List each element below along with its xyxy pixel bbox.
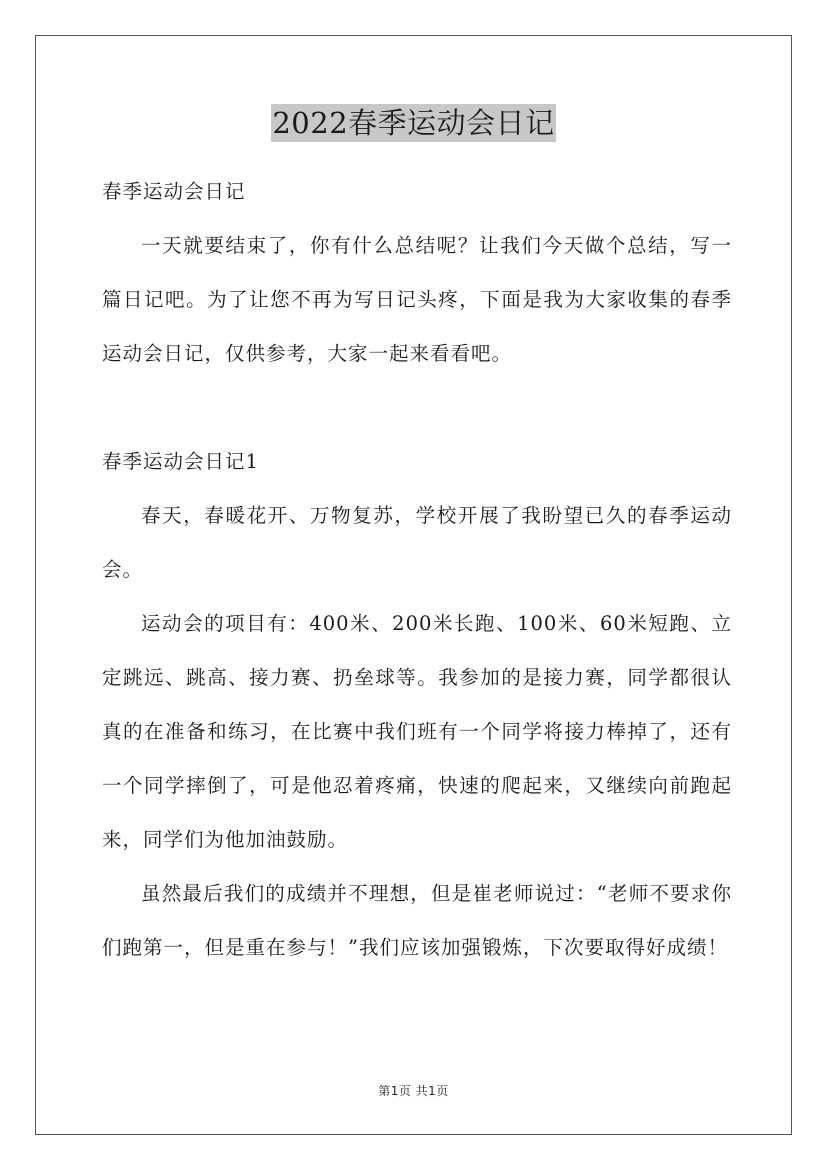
section-heading: 春季运动会日记1 bbox=[102, 450, 259, 473]
body-paragraph: 运动会的项目有：400米、200米长跑、100米、60米短跑、立定跳远、跳高、接力赛、扔垒球等。我参加的是接力赛，同学都很认真的在准备和练习，在比赛中我们班有一个同学将接力棒掉了，还有一个同学摔倒了，可是他忍着疼痛，快速的爬起来，又继续向前跑起来，同学们为他加油鼓励。 bbox=[102, 612, 732, 851]
body-paragraph: 虽然最后我们的成绩并不理想，但是崔老师说过：“老师不要求你们跑第一，但是重在参与！”我们应该加强锻炼，下次要取得好成绩！ bbox=[102, 882, 732, 959]
document-subtitle: 春季运动会日记 bbox=[102, 180, 246, 203]
spacer bbox=[102, 381, 732, 435]
title-container bbox=[0, 104, 827, 142]
body-paragraph: 春天，春暖花开、万物复苏，学校开展了我盼望已久的春季运动会。 bbox=[102, 504, 732, 581]
document-body bbox=[102, 165, 732, 975]
intro-paragraph: 一天就要结束了，你有什么总结呢？让我们今天做个总结，写一篇日记吧。为了让您不再为写日记头疼，下面是我为大家收集的春季运动会日记，仅供参考，大家一起来看看吧。 bbox=[102, 234, 732, 365]
document-title: 2022春季运动会日记 bbox=[272, 106, 555, 140]
page-footer: 第1页 共1页 bbox=[378, 1084, 449, 1098]
